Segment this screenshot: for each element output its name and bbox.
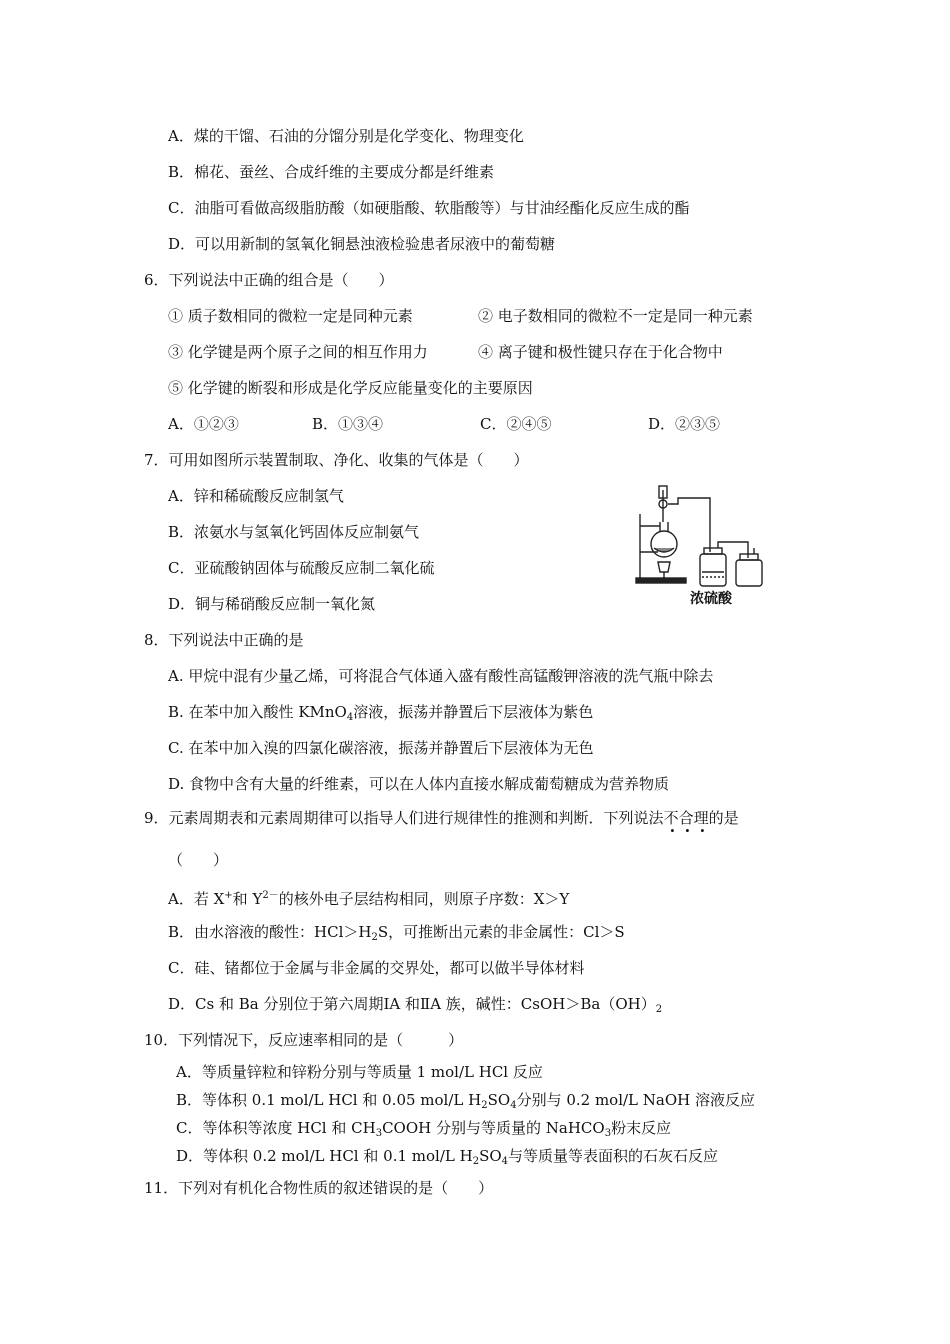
q7-option-c: C．亚硫酸钠固体与硫酸反应制二氧化硫 <box>168 559 435 577</box>
q7-option-a: A．锌和稀硫酸反应制氢气 <box>168 487 344 505</box>
q11-stem: 11．下列对有机化合物性质的叙述错误的是（ ） <box>144 1179 494 1197</box>
q10-option-c: C．等体积等浓度 HCl 和 $CH_3COOH$ 分别与等质量的 NaHCO$_3$粉末反应 <box>176 1119 672 1139</box>
q9-stem: 9．元素周期表和元素周期律可以指导人们进行规律性的推测和判断．下列说法不合理的是 <box>144 809 739 827</box>
q6-stem: 6．下列说法中正确的组合是（ ） <box>144 271 394 289</box>
q9-option-b: B．由水溶液的酸性：$HCl>H_2S$，可推断出元素的非金属性：Cl＞S <box>168 923 625 943</box>
q6-statement-3: ③ 化学键是两个原子之间的相互作用力 <box>168 343 428 361</box>
q6-option-d: D．②③⑤ <box>648 415 721 433</box>
figure-caption-concentrated-sulfuric-acid: 浓硫酸 <box>690 591 732 607</box>
q8-option-a: A. 甲烷中混有少量乙烯，可将混合气体通入盛有酸性高锰酸钾溶液的洗气瓶中除去 <box>168 667 714 685</box>
q8-stem: 8．下列说法中正确的是 <box>144 631 304 649</box>
q6-statement-1: ① 质子数相同的微粒一定是同种元素 <box>168 307 413 325</box>
q9-answer-paren: （ ） <box>168 851 229 869</box>
q7-stem: 7．可用如图所示装置制取、净化、收集的气体是（ ） <box>144 451 529 469</box>
q7-option-d: D．铜与稀硝酸反应制一氧化氮 <box>168 595 376 613</box>
q8-option-c: C. 在苯中加入溴的四氯化碳溶液，振荡并静置后下层液体为无色 <box>168 739 594 757</box>
q7-option-b: B．浓氨水与氢氧化钙固体反应制氨气 <box>168 523 420 541</box>
q6-statement-2: ② 电子数相同的微粒不一定是同一种元素 <box>478 307 753 325</box>
q9-option-d: D．Cs 和 Ba 分别位于第六周期ⅠA 和ⅡA 族，碱性：$CsOH>Ba(OH)_2$ <box>168 995 663 1015</box>
q6-option-b: B．①③④ <box>312 415 384 433</box>
q5-option-a: A．煤的干馏、石油的分馏分别是化学变化、物理变化 <box>168 127 524 145</box>
q9-option-c: C．硅、锗都位于金属与非金属的交界处，都可以做半导体材料 <box>168 959 585 977</box>
q6-option-c: C．②④⑤ <box>480 415 552 433</box>
q9-option-a: A．若 X+和 $Y^{2-}$的核外电子层结构相同，则原子序数：X＞Y <box>168 890 570 908</box>
q10-option-b: B．等体积 0.1 mol/L HCl 和 0.05 mol/L $H_2SO_4$分别与 0.2 mol/L NaOH 溶液反应 <box>176 1091 756 1111</box>
q6-statement-5: ⑤ 化学键的断裂和形成是化学反应能量变化的主要原因 <box>168 379 533 397</box>
q8-option-b: B. 在苯中加入酸性 KMnO$_4$溶液，振荡并静置后下层液体为紫色 <box>168 703 594 723</box>
q6-option-a: A．①②③ <box>168 415 239 433</box>
q6-statement-4: ④ 离子键和极性键只存在于化合物中 <box>478 343 723 361</box>
q10-option-a: A．等质量锌粒和锌粉分别与等质量 1 mol/L HCl 反应 <box>176 1063 543 1081</box>
q10-option-d: D．等体积 0.2 mol/L HCl 和 0.1 mol/L $H_2SO_4$与等质量等表面积的石灰石反应 <box>176 1147 719 1167</box>
q5-option-b: B．棉花、蚕丝、合成纤维的主要成分都是纤维素 <box>168 163 495 181</box>
q5-option-c: C．油脂可看做高级脂肪酸（如硬脂酸、软脂酸等）与甘油经酯化反应生成的酯 <box>168 199 690 217</box>
q8-option-d: D. 食物中含有大量的纤维素，可以在人体内直接水解成葡萄糖成为营养物质 <box>168 775 670 793</box>
q5-option-d: D．可以用新制的氢氧化铜悬浊液检验患者尿液中的葡萄糖 <box>168 235 556 253</box>
q10-stem: 10．下列情况下，反应速率相同的是（ ） <box>144 1031 464 1049</box>
